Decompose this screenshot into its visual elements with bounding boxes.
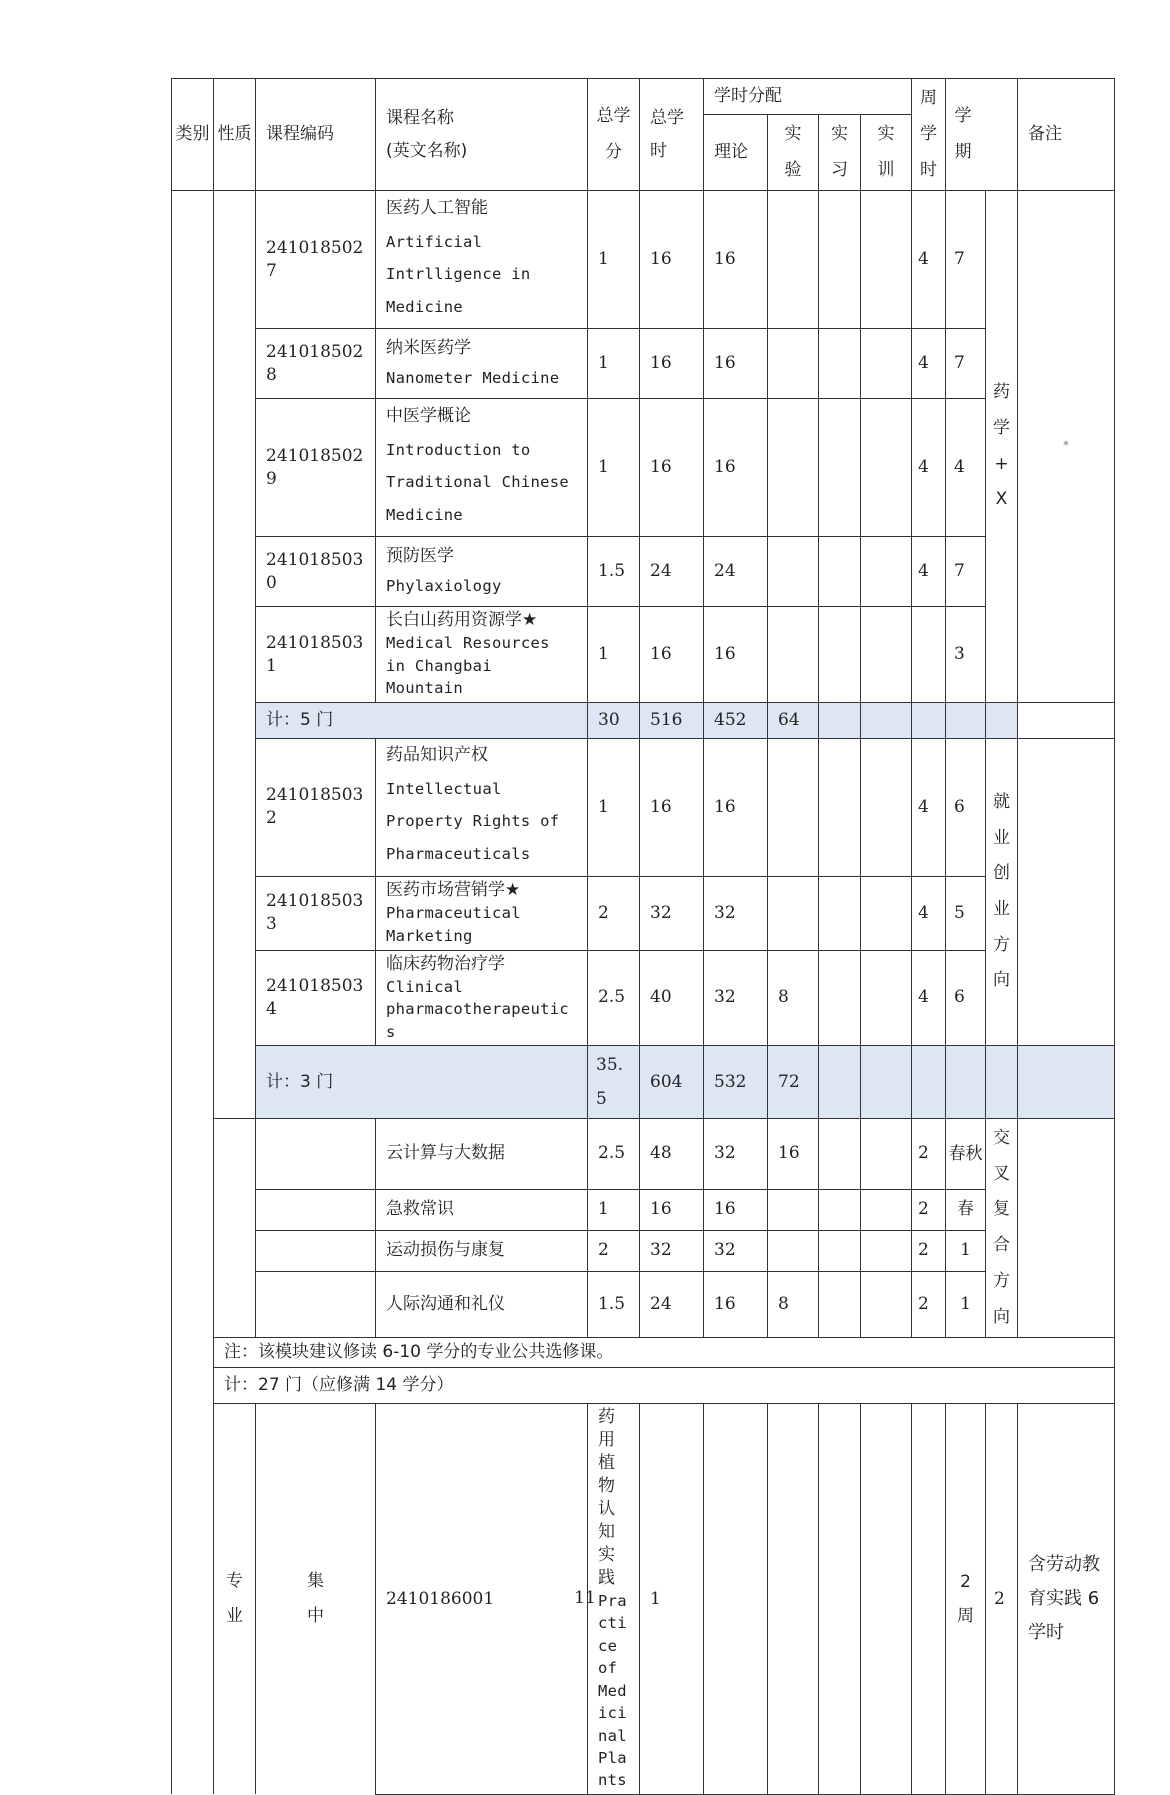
- course-code: [256, 1230, 376, 1271]
- hours-cell: 16: [640, 191, 704, 329]
- last-remark: 含劳动教育实践 6 学时: [1018, 1404, 1115, 1795]
- course-name-en: Pharmaceutical Marketing: [386, 904, 521, 945]
- header-course-name-en-text: (英文名称): [386, 140, 468, 161]
- theory-cell: 24: [704, 537, 768, 607]
- semester-cell: 7: [946, 537, 986, 607]
- summary-credits: 30: [588, 702, 640, 738]
- experiment-cell: [768, 607, 819, 702]
- weekly-cell: 4: [912, 329, 946, 399]
- credits-cell: 1: [588, 738, 640, 876]
- header-semester: [946, 79, 1018, 191]
- practice-cell: [819, 1230, 861, 1271]
- course-name-cell: [376, 537, 588, 607]
- summary-blank: [1018, 1046, 1115, 1119]
- course-name-cn: 药用植物认知实践: [598, 1407, 615, 1588]
- hours-cell: 32: [640, 876, 704, 950]
- weekly-cell: [912, 607, 946, 702]
- credits-cell: 1: [588, 607, 640, 702]
- group3-remark-text: 交叉复合方向: [993, 1128, 1010, 1327]
- course-name-cell: [376, 876, 588, 950]
- experiment-cell: [768, 329, 819, 399]
- credits-cell: 1.5: [588, 1271, 640, 1338]
- summary-blank: [819, 1046, 861, 1119]
- table-row: [172, 329, 1115, 399]
- header-weekly-hours: [912, 79, 946, 191]
- course-code: 2410185028: [256, 329, 376, 399]
- module-total: 计：27 门（应修满 14 学分）: [214, 1368, 1115, 1404]
- weekly-cell: 2: [912, 1119, 946, 1190]
- weekly-cell: 2: [912, 1271, 946, 1338]
- summary-blank: [861, 1046, 912, 1119]
- header-hour-distribution-text: 学时分配: [714, 86, 782, 107]
- course-name-cn: 药品知识产权: [386, 744, 488, 765]
- training-cell: [861, 191, 912, 329]
- course-name-cn: 长白山药用资源学★: [386, 610, 538, 631]
- hours-cell: 16: [640, 607, 704, 702]
- group3-side-blank: [1018, 1119, 1115, 1338]
- semester-cell: 春: [946, 1189, 986, 1230]
- course-name-cn: 中医学概论: [386, 405, 471, 426]
- weekly-cell: 2: [912, 1230, 946, 1271]
- weekly-cell: 4: [912, 876, 946, 950]
- training-cell: [861, 607, 912, 702]
- nature-cell-blank: [214, 1119, 256, 1338]
- category-cell-blank: [172, 191, 214, 1795]
- table-row: [172, 191, 1115, 329]
- course-name-en: Phylaxiology: [386, 577, 502, 596]
- header-course-name: [376, 79, 588, 191]
- table-row: [172, 876, 1115, 950]
- hours-cell: 16: [640, 1189, 704, 1230]
- course-name-cn: 纳米医药学: [386, 338, 471, 359]
- course-name-cell: [376, 738, 588, 876]
- summary-blank: [946, 1046, 986, 1119]
- theory-cell: 16: [704, 1271, 768, 1338]
- header-experiment: [768, 115, 819, 191]
- summary-theory: 532: [704, 1046, 768, 1119]
- credits-cell: 2.5: [588, 950, 640, 1045]
- experiment-cell: [768, 399, 819, 537]
- training-cell: [861, 1119, 912, 1190]
- credits-cell: 1: [640, 1404, 704, 1795]
- course-name-cn: 临床药物治疗学: [386, 953, 505, 974]
- group2-remark: [986, 738, 1018, 1045]
- weekly-cell: 2: [912, 1189, 946, 1230]
- semester-cell: 5: [946, 876, 986, 950]
- header-weekly-hours-text: 周学时: [920, 88, 937, 180]
- course-name-cn: 急救常识: [386, 1199, 454, 1220]
- course-name-en: Intellectual Property Rights of Pharmaceuticals: [386, 779, 560, 863]
- summary-blank: [861, 702, 912, 738]
- credits-cell: 1: [588, 329, 640, 399]
- header-remarks: [1018, 79, 1115, 191]
- header-total-credits-text: 总学分: [596, 106, 631, 162]
- group2-side-blank: [1018, 738, 1115, 1045]
- header-theory: [704, 115, 768, 191]
- practice-cell: [819, 607, 861, 702]
- theory-cell: 32: [704, 950, 768, 1045]
- summary-blank: [986, 702, 1018, 738]
- hours-cell: 16: [640, 399, 704, 537]
- course-code: 2410185030: [256, 537, 376, 607]
- header-total-credits: [588, 79, 640, 191]
- weekly-cell: 4: [912, 950, 946, 1045]
- table-row: [172, 1189, 1115, 1230]
- summary-row: [172, 702, 1115, 738]
- summary-experiment: 72: [768, 1046, 819, 1119]
- header-category: [172, 79, 214, 191]
- course-name-cell: [376, 329, 588, 399]
- course-code: 2410185032: [256, 738, 376, 876]
- header-total-hours: [640, 79, 704, 191]
- hours-cell: 16: [640, 329, 704, 399]
- last-category-text: 专业: [226, 1570, 243, 1627]
- experiment-cell: 16: [768, 1119, 819, 1190]
- course-code: [256, 1119, 376, 1190]
- course-name-cn: 人际沟通和礼仪: [386, 1293, 505, 1314]
- course-name-en: Introduction to Traditional Chinese Medicine: [386, 440, 570, 524]
- course-name-en: Practice of Medicinal Plants: [598, 1591, 627, 1790]
- course-name-cn: 医药市场营销学★: [386, 880, 521, 901]
- theory-cell: 16: [704, 329, 768, 399]
- group3-remark: [986, 1119, 1018, 1338]
- practice-cell: [819, 876, 861, 950]
- practice-cell: [819, 1189, 861, 1230]
- experiment-cell: [768, 1189, 819, 1230]
- note-row: [172, 1338, 1115, 1368]
- course-code: 2410185034: [256, 950, 376, 1045]
- semester-cell: 7: [946, 329, 986, 399]
- table-row: [172, 537, 1115, 607]
- hours-cell: 32: [640, 1230, 704, 1271]
- experiment-cell: [768, 1230, 819, 1271]
- summary-label: 计：3 门: [256, 1046, 588, 1119]
- header-remarks-text: 备注: [1028, 124, 1062, 145]
- semester-cell: 1: [946, 1271, 986, 1338]
- summary-hours: 516: [640, 702, 704, 738]
- group1-side-mark: [1018, 191, 1115, 702]
- group1-remark-text: 药学+X: [993, 382, 1010, 510]
- weekly-cell: 4: [912, 738, 946, 876]
- course-code: 2410185027: [256, 191, 376, 329]
- course-name-en: Artificial Intrlligence in Medicine: [386, 232, 531, 316]
- semester-cell: 2: [986, 1404, 1018, 1795]
- semester-cell: 1: [946, 1230, 986, 1271]
- practice-cell: [819, 329, 861, 399]
- summary-blank: [912, 702, 946, 738]
- credits-cell: 2: [588, 876, 640, 950]
- weekly-cell: 4: [912, 191, 946, 329]
- credits-cell: 1: [588, 191, 640, 329]
- group1-remark: [986, 191, 1018, 702]
- course-code: 2410186001: [376, 1404, 588, 1795]
- summary-credits: 35.5: [588, 1046, 640, 1119]
- header-category-text: 类别: [175, 123, 210, 144]
- course-code: 2410185029: [256, 399, 376, 537]
- header-practice-text: 实习: [831, 124, 848, 180]
- header-experiment-text: 实验: [784, 124, 802, 180]
- total-row: [172, 1368, 1115, 1404]
- training-cell: [861, 399, 912, 537]
- experiment-cell: 8: [768, 950, 819, 1045]
- semester-cell: 7: [946, 191, 986, 329]
- table-row: [172, 399, 1115, 537]
- course-code: [256, 1271, 376, 1338]
- hours-cell: 40: [640, 950, 704, 1045]
- experiment-cell: 8: [768, 1271, 819, 1338]
- module-note: 注：该模块建议修读 6-10 学分的专业公共选修课。: [214, 1338, 1115, 1368]
- course-name-cn: 预防医学: [386, 546, 454, 567]
- header-hour-distribution: [704, 79, 912, 115]
- course-name-cell: [376, 191, 588, 329]
- training-cell: [861, 1230, 912, 1271]
- training-cell: [861, 950, 912, 1045]
- header-total-hours-text: 总学时: [650, 108, 684, 161]
- practice-cell: [819, 950, 861, 1045]
- last-weekly-text: 2周: [957, 1572, 974, 1627]
- summary-blank: [1018, 702, 1115, 738]
- practice-cell: [819, 1119, 861, 1190]
- practice-cell: [819, 399, 861, 537]
- semester-cell: 6: [946, 950, 986, 1045]
- credits-cell: 2.5: [588, 1119, 640, 1190]
- course-code: [256, 1189, 376, 1230]
- header-course-code-text: 课程编码: [266, 124, 334, 145]
- theory-cell: 32: [704, 1119, 768, 1190]
- weekly-cell: 4: [912, 537, 946, 607]
- table-row: [172, 607, 1115, 702]
- course-name-cell: [376, 607, 588, 702]
- weekly-cell: 4: [912, 399, 946, 537]
- course-name-cn: 云计算与大数据: [386, 1143, 505, 1164]
- header-nature-text: 性质: [217, 123, 252, 144]
- theory-cell: 16: [704, 399, 768, 537]
- experiment-cell: [768, 876, 819, 950]
- course-name-en: Clinical pharmacotherapeutics: [386, 977, 570, 1041]
- course-name-en: Medical Resources in Changbai Mountain: [386, 634, 550, 698]
- hours-cell: 16: [640, 738, 704, 876]
- experiment-cell: [768, 537, 819, 607]
- hours-cell: 48: [640, 1119, 704, 1190]
- training-cell: [861, 1271, 912, 1338]
- header-practice: [819, 115, 861, 191]
- course-name-cell: [376, 1189, 588, 1230]
- side-mark-text: *: [1063, 439, 1069, 453]
- hours-cell: 24: [640, 1271, 704, 1338]
- table-row: [172, 738, 1115, 876]
- semester-cell: 6: [946, 738, 986, 876]
- theory-cell: 32: [704, 876, 768, 950]
- practice-cell: [819, 537, 861, 607]
- nature-cell-blank: [214, 191, 256, 1119]
- experiment-cell: [768, 191, 819, 329]
- page-number: 11: [574, 1588, 596, 1608]
- training-cell: [861, 876, 912, 950]
- experiment-cell: [768, 738, 819, 876]
- header-semester-text: 学期: [954, 106, 972, 162]
- table-row: [172, 1230, 1115, 1271]
- training-cell: [861, 537, 912, 607]
- semester-cell: 4: [946, 399, 986, 537]
- summary-experiment: 64: [768, 702, 819, 738]
- header-course-name-text: 课程名称: [386, 107, 454, 128]
- course-name-en: Nanometer Medicine: [386, 369, 560, 388]
- curriculum-table: [171, 78, 1115, 1795]
- semester-cell: 春秋: [946, 1119, 986, 1190]
- summary-blank: [986, 1046, 1018, 1119]
- course-name-cell: [376, 399, 588, 537]
- table-row: [172, 1271, 1115, 1338]
- hours-cell: 24: [640, 537, 704, 607]
- last-nature-text: 集中: [307, 1570, 324, 1627]
- credits-cell: 1: [588, 399, 640, 537]
- theory-cell: 16: [704, 1189, 768, 1230]
- summary-hours: 604: [640, 1046, 704, 1119]
- summary-blank: [819, 702, 861, 738]
- course-code: 2410185033: [256, 876, 376, 950]
- summary-blank: [912, 1046, 946, 1119]
- practice-cell: [819, 1271, 861, 1338]
- course-name-cell: [376, 1230, 588, 1271]
- header-nature: [214, 79, 256, 191]
- credits-cell: 2: [588, 1230, 640, 1271]
- header-training: [861, 115, 912, 191]
- credits-cell: 1.5: [588, 537, 640, 607]
- course-name-cn: 医药人工智能: [386, 197, 488, 218]
- course-name-cell: [376, 1119, 588, 1190]
- header-theory-text: 理论: [714, 142, 748, 163]
- header-training-text: 实训: [877, 124, 895, 180]
- table-row: [172, 950, 1115, 1045]
- course-code: 2410185031: [256, 607, 376, 702]
- theory-cell: 32: [704, 1230, 768, 1271]
- summary-label: 计：5 门: [256, 702, 588, 738]
- summary-theory: 452: [704, 702, 768, 738]
- semester-cell: 3: [946, 607, 986, 702]
- practice-cell: [819, 738, 861, 876]
- training-cell: [861, 738, 912, 876]
- course-name-cn: 运动损伤与康复: [386, 1240, 505, 1261]
- theory-cell: 16: [704, 738, 768, 876]
- header-row: [172, 79, 1115, 115]
- table-row: [172, 1119, 1115, 1190]
- course-name-cell: [376, 950, 588, 1045]
- practice-cell: [819, 191, 861, 329]
- course-name-cell: [376, 1271, 588, 1338]
- credits-cell: 1: [588, 1189, 640, 1230]
- training-cell: [861, 329, 912, 399]
- training-cell: [861, 1189, 912, 1230]
- summary-blank: [946, 702, 986, 738]
- summary-row: [172, 1046, 1115, 1119]
- group2-remark-text: 就业创业方向: [993, 791, 1010, 991]
- theory-cell: 16: [704, 607, 768, 702]
- theory-cell: 16: [704, 191, 768, 329]
- header-course-code: [256, 79, 376, 191]
